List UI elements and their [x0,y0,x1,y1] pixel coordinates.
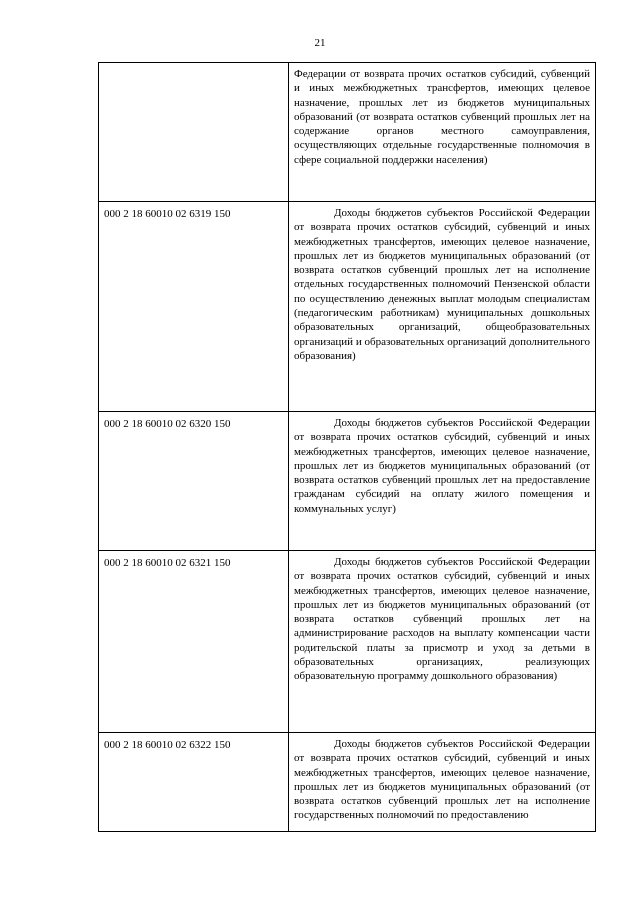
table-row [99,63,596,202]
table-row [99,202,596,412]
description-text: Доходы бюджетов субъектов Российской Федерации от возврата прочих остатков субсидий, субвенций и иных межбюджетных трансфертов, имеющих целевое назначение, прошлых лет из бюджетов муниципальных образований (от возврата остатков субвенций прошлых лет на предоставление гражданам субсидий на оплату жилого помещения и коммунальных услуг) [294,417,590,515]
description-text: Доходы бюджетов субъектов Российской Федерации от возврата прочих остатков субсидий, субвенций и иных межбюджетных трансфертов, имеющих целевое назначение, прошлых лет из бюджетов муниципальных образований (от возврата остатков субвенций прошлых лет на администрирование расходов на выплату компенсации части родительской платы за присмотр и уход за детьми в образовательных организациях, реализующих образовательную программу дошкольного образования) [294,556,590,683]
description-cell [289,733,596,832]
description-text: Доходы бюджетов субъектов Российской Федерации от возврата прочих остатков субсидий, субвенций и иных межбюджетных трансфертов, имеющих целевое назначение, прошлых лет из бюджетов муниципальных образований (от возврата остатков субвенций прошлых лет на исполнение государственных полномочий по предоставлению [294,738,590,822]
description-text: Доходы бюджетов субъектов Российской Федерации от возврата прочих остатков субсидий, субвенций и иных межбюджетных трансфертов, имеющих целевое назначение, прошлых лет из бюджетов муниципальных образований (от возврата остатков субвенций прошлых лет на исполнение отдельных государственных полномочий Пензенской области по осуществлению денежных выплат молодым специалистам (педагогическим работникам) муниципальных дошкольных образовательных организаций, общеобразовательных организаций и образовательных организаций дополнительного образования) [294,207,590,362]
budget-code-cell: 000 2 18 60010 02 6319 150 [99,202,289,412]
description-cell [289,202,596,412]
budget-code-cell: 000 2 18 60010 02 6321 150 [99,551,289,733]
table-row [99,733,596,832]
table-row [99,551,596,733]
description-cell [289,412,596,551]
description-cell [289,63,596,202]
table-row [99,412,596,551]
description-cell [289,551,596,733]
budget-code-cell: 000 2 18 60010 02 6320 150 [99,412,289,551]
budget-code-cell: 000 2 18 60010 02 6322 150 [99,733,289,832]
budget-code-cell [99,63,289,202]
description-text: Федерации от возврата прочих остатков субсидий, субвенций и иных межбюджетных трансфертов, имеющих целевое назначение, прошлых лет из бюджетов муниципальных образований (от возврата остатков субвенций прошлых лет на содержание органов местного самоуправления, осуществляющих отдельные государственные полномочия в сфере социальной поддержки населения) [294,68,590,166]
page-number: 21 [314,37,326,49]
budget-classification-table [98,62,596,832]
